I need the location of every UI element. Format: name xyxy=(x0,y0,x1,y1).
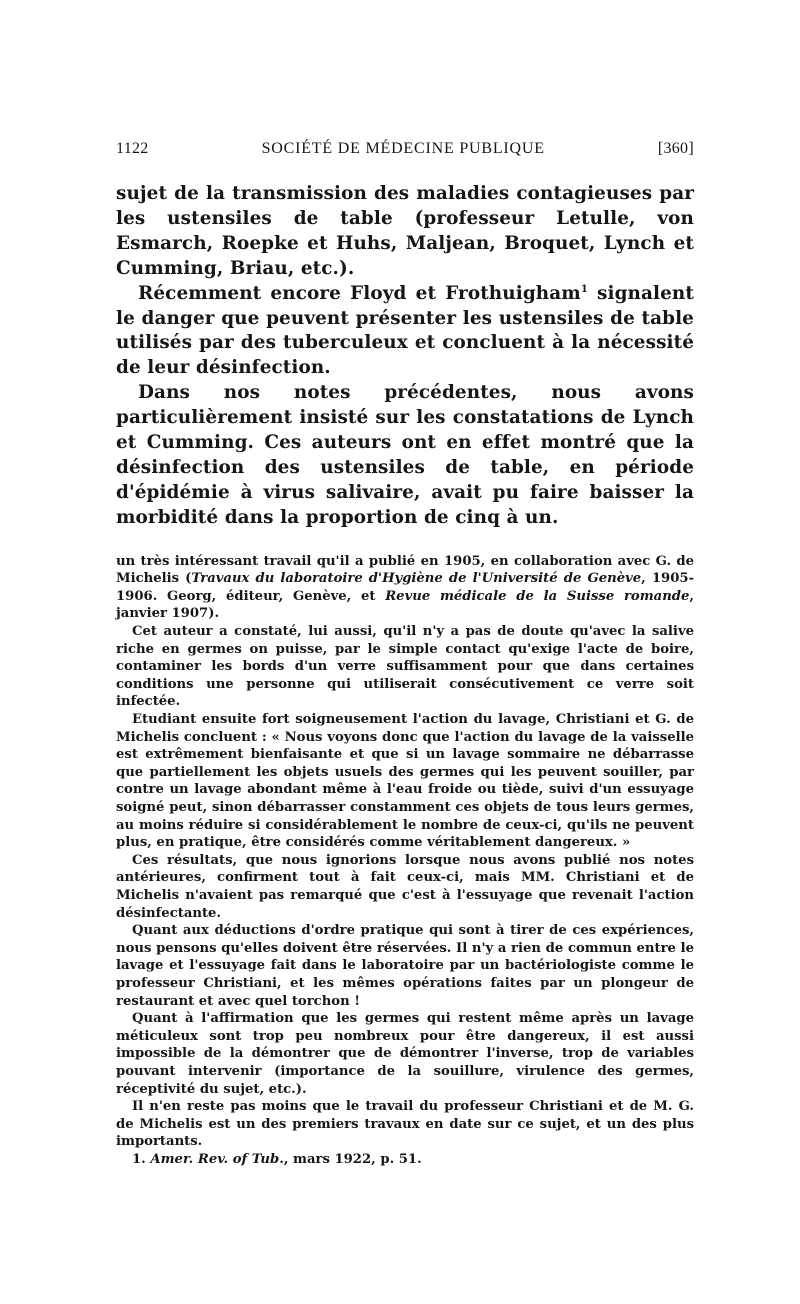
paragraph-2 xyxy=(116,282,694,382)
note-paragraph-7: Il n'en reste pas moins que le travail du professeur Christiani et de M. G. de Michelis est un des premiers travaux en date sur ce sujet, et un des plus importants. xyxy=(116,1099,694,1150)
note-1-text-c: , janvier 1907). xyxy=(116,588,694,622)
footnote-reference xyxy=(116,1151,694,1169)
note-1-text-b: , 1905-1906. Georg, éditeur, Genève, et xyxy=(116,571,695,604)
footnote-ref-1: 1 xyxy=(580,283,588,295)
note-paragraph-6: Quant à l'affirmation que les germes qui restent même après un lavage méticuleux sont trop peu nombreux pour être dangereux, il est aussi impossible de la démontrer que de démontrer l'inverse, trop de variables pouvant intervenir (importance de la souillure, virulence des germes, réceptivité du sujet, etc.). xyxy=(116,1011,694,1097)
paragraph-2-text-b: signalent le danger que peuvent présenter les ustensiles de table utilisés par des tuberculeux et concluent à la nécessité de leur désinfection. xyxy=(116,282,694,379)
paragraph-2-text-a: Récemment encore Floyd et Frothuigham xyxy=(138,282,581,304)
note-paragraph-4: Ces résultats, que nous ignorions lorsque nous avons publié nos notes antérieures, confirment tout à fait ceux-ci, mais MM. Christiani et de Michelis n'avaient pas remarqué que c'est à l'essuyage que revenait l'action désinfectante. xyxy=(116,852,694,921)
note-1-text-a: un très intéressant travail qu'il a publié en 1905, en collaboration avec G. de Michelis ( xyxy=(116,553,694,587)
running-header xyxy=(116,140,694,158)
note-paragraph-5: Quant aux déductions d'ordre pratique qui sont à tirer de ces expériences, nous pensons qu'elles doivent être réservées. Il n'y a rien de commun entre le lavage et l'essuyage fait dans le laboratoire par un bactériologiste comme le professeur Christiani, et les mêmes opérations faites par un plongeur de restaurant et avec quel torchon ! xyxy=(116,923,694,1009)
footnote-number: 1. xyxy=(132,1151,146,1167)
note-paragraph-1 xyxy=(116,553,694,623)
notes-block xyxy=(116,553,694,1169)
note-paragraph-2: Cet auteur a constaté, lui aussi, qu'il n'y a pas de doute qu'avec la salive riche en germes on puisse, par le simple contact qu'exige l'acte de boire, contaminer les bords d'un verre suffisamment pour que dans certaines conditions une personne qui utiliserait consécutivement ce verre soit infectée. xyxy=(116,624,694,710)
footnote-citation: , mars 1922, p. 51. xyxy=(283,1151,422,1167)
journal-title: SOCIÉTÉ DE MÉDECINE PUBLIQUE xyxy=(261,140,545,157)
note-1-italic-b: Revue médicale de la Suisse romande xyxy=(385,588,690,604)
bracket-page-number: [360] xyxy=(657,140,694,157)
document-page xyxy=(116,140,694,1168)
main-text xyxy=(116,182,694,531)
note-1-italic-a: Travaux du laboratoire d'Hygiène de l'Université de Genève xyxy=(191,571,642,587)
note-paragraph-3: Etudiant ensuite fort soigneusement l'action du lavage, Christiani et G. de Michelis concluent : « Nous voyons donc que l'action du lavage de la vaisselle est extrêmement bienfaisante et que si un lavage sommaire ne débarrasse que partiellement les objets usuels des germes qui les peuvent souiller, par contre un lavage abondant même à l'eau froide ou tiède, suivi d'un essuyage soigné peut, sinon débarrasser constamment ces objets de tous leurs germes, au moins réduire si considérablement le nombre de ceux-ci, qu'ils ne peuvent plus, en pratique, être considérés comme véritablement dangereux. » xyxy=(116,712,694,851)
paragraph-3: Dans nos notes précédentes, nous avons particulièrement insisté sur les constatations de Lynch et Cumming. Ces auteurs ont en effet montré que la désinfection des ustensiles de table, en période d'épidémie à virus salivaire, avait pu faire baisser la morbidité dans la proportion de cinq à un. xyxy=(116,382,694,528)
footnote-journal: Amer. Rev. of Tub. xyxy=(150,1151,284,1167)
paragraph-1: sujet de la transmission des maladies contagieuses par les ustensiles de table (professeur Letulle, von Esmarch, Roepke et Huhs, Maljean, Broquet, Lynch et Cumming, Briau, etc.). xyxy=(116,183,694,279)
page-number: 1122 xyxy=(116,140,149,157)
